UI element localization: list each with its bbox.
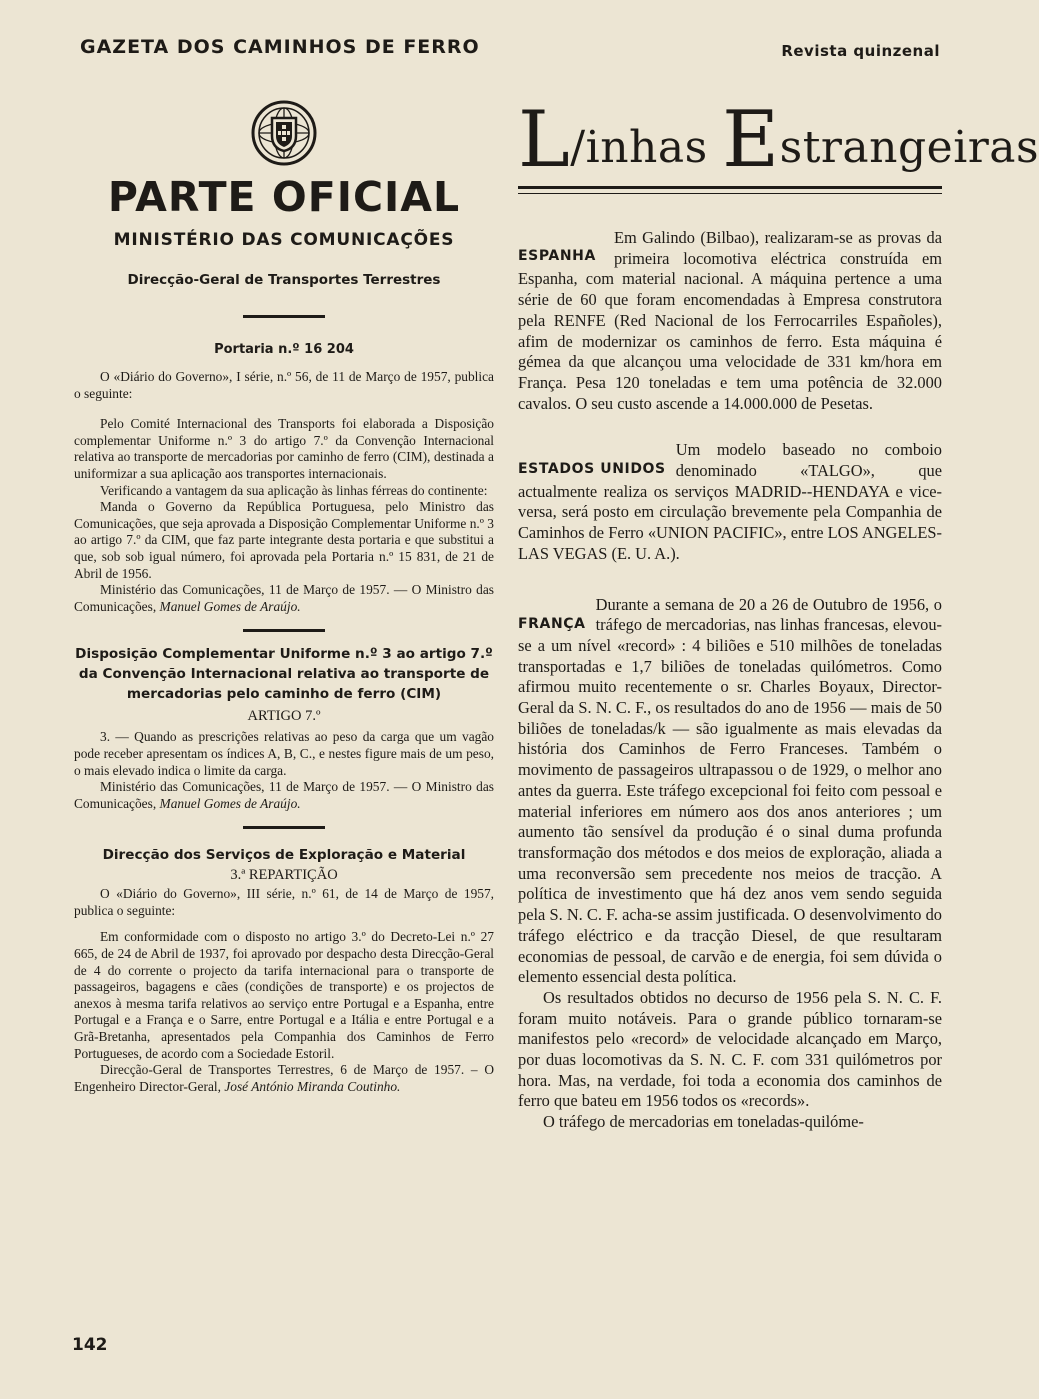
left-column bbox=[74, 100, 494, 1095]
masthead-title bbox=[518, 95, 1039, 186]
paragraph: O tráfego de mercadorias em toneladas-quilóme- bbox=[543, 1112, 864, 1132]
signature-name: José António Miranda Coutinho. bbox=[224, 1078, 401, 1094]
masthead-initial: E bbox=[722, 95, 780, 185]
portaria-heading: Portaria n.º 16 204 bbox=[214, 342, 354, 357]
paragraph: Pelo Comité Internacional des Transports foi elaborada a Disposição complementar Uniforme n.º 3 do artigo 7.º da Convenção Internacional relativa ao transporte de mercadorias por caminho de ferro (CIM), destinada a uniformizar a sua aplicação aos transportes internacionais. bbox=[74, 416, 494, 481]
directorate-heading: Direcção-Geral de Transportes Terrestres bbox=[127, 272, 441, 288]
right-column bbox=[518, 95, 1039, 1133]
signature-block bbox=[74, 779, 494, 812]
news-item-franca bbox=[518, 595, 942, 988]
paragraph: O «Diário do Governo», III série, n.º 61, de 14 de Março de 1957, publica o seguinte: bbox=[74, 886, 494, 918]
page-number: 142 bbox=[72, 1335, 108, 1355]
signature-name: Manuel Gomes de Araújo. bbox=[159, 795, 301, 811]
country-label: ESPANHA bbox=[518, 248, 596, 264]
journal-subtitle: Revista quinzenal bbox=[781, 42, 940, 60]
news-text: Um modelo baseado no comboio denominado «TALGO», que actualmente realiza os serviços MADRID--HENDAYA e vice-versa, será posto em circulação brevemente pela Companhia de Caminhos de Ferro «UNION PACIFIC», entre LOS ANGELES-LAS VEGAS (E. U. A.). bbox=[518, 440, 942, 563]
artigo-heading: ARTIGO 7.º bbox=[247, 708, 321, 725]
section-title: PARTE OFICIAL bbox=[107, 173, 461, 221]
country-label: FRANÇA bbox=[518, 615, 586, 632]
divider bbox=[243, 315, 325, 318]
coat-of-arms-icon bbox=[251, 100, 317, 166]
signature-block bbox=[74, 1062, 494, 1095]
news-item-estados-unidos bbox=[518, 440, 942, 564]
news-text: Em Galindo (Bilbao), realizaram-se as provas da primeira locomotiva eléctrica construída em Espanha, com material nacional. A máquina pertence a uma série de 60 que foram encomendadas à Empresa construtora pela RENFE (Red Nacional de los Ferrocarriles Españoles), afim de modernizar os caminhos de ferro. Esta máquina é gémea da que alcançou uma velocidade de 331 km/hora em França. Pesa 120 toneladas e tem uma potência de 32.000 cavalos. O seu custo ascende a 14.000.000 de Pesetas. bbox=[518, 228, 942, 413]
disposicao-heading: Disposição Complementar Uniforme n.º 3 ao artigo 7.º da Convenção Internacional relativa ao transporte de mercadorias pelo caminho de ferro (CIM) bbox=[75, 646, 493, 703]
signature-text: Ministério das Comunicações, 11 de Março de 1957. — O Ministro das Comunicações, bbox=[74, 582, 494, 614]
divider bbox=[243, 826, 325, 829]
masthead-word: strangeiras bbox=[779, 122, 1039, 173]
paragraph: Verificando a vantagem da sua aplicação às linhas férreas do continente: bbox=[100, 482, 488, 498]
journal-title: GAZETA DOS CAMINHOS DE FERRO bbox=[80, 36, 480, 58]
divider bbox=[518, 193, 942, 194]
news-text: Durante a semana de 20 a 26 de Outubro de 1956, o tráfego de mercadorias, nas linhas francesas, elevou-se a um nível «record» : 4 biliões e 510 milhões de toneladas transportadas e 1,7 biliões de toneladas quilómetros. Como afirmou muito recentemente o sr. Charles Boyaux, Director-Geral da S. N. C. F., os resultados do ano de 1956 — mais de 50 biliões de toneladas/k — são igualmente as mais elevadas da história dos Caminhos de Ferro Franceses. Também o movimento de passageiros ultrapassou o de 1929, o melhor ano antes da guerra. Este tráfego excepcional foi feito com pessoal e material inferiores em número aos dos anos anteriores ; um aumento tão sensível da produção é o sinal duma profunda transformação dos métodos e dos meios de exploração, aliada a uma reconversão sem precedente nos meios de tracção. A política de investimento que há dez anos vem sendo seguida pela S. N. C. F. acha-se assim justificada. O desenvolvimento do tráfego eléctrico e da tracção Diesel, de que resultaram economias de pessoal, de carvão e de energia, foi sem dúvida o elemento essencial desta política. bbox=[518, 594, 942, 987]
divider bbox=[243, 629, 325, 632]
paragraph: O «Diário do Governo», I série, n.º 56, de 11 de Março de 1957, publica o seguinte: bbox=[74, 369, 494, 401]
country-label: ESTADOS UNIDOS bbox=[518, 461, 666, 478]
paragraph: Os resultados obtidos no decurso de 1956 pela S. N. C. F. foram muito notáveis. Para o grande público tornaram-se manifestos pelo «record» de velocidade alcançado em Março, por duas locomotivas da S. N. C. F. com 331 quilómetros por hora. Mas, na verdade, foi toda a economia dos caminhos de ferro que bateu em 1956 todos os «records». bbox=[518, 987, 942, 1111]
signature-name: Manuel Gomes de Araújo. bbox=[159, 598, 301, 614]
masthead-slash: / bbox=[570, 122, 586, 173]
paragraph: 3. — Quando as prescrições relativas ao peso da carga que um vagão pode receber apresentam os índices A, B, C., e nestes figure mais de um peso, o mais elevado indica o limite da carga. bbox=[74, 729, 494, 778]
masthead-initial: L bbox=[518, 95, 571, 185]
paragraph: Manda o Governo da República Portuguesa, pelo Ministro das Comunicações, que seja aprovada a Disposição Complementar Uniforme n.º 3 ao artigo 7.º da CIM, que faz parte integrante desta portaria e que substitui a que, sob sob igual número, foi aprovada pela Portaria n.º 15 831, de 21 de Abril de 1956. bbox=[74, 499, 494, 581]
ministry-heading: MINISTÉRIO DAS COMUNICAÇÕES bbox=[113, 230, 455, 250]
paragraph: Em conformidade com o disposto no artigo 3.º do Decreto-Lei n.º 27 665, de 24 de Abril de 1937, foi aprovado por despacho desta Direcção-Geral de 4 do corrente o projecto da tarifa internacional para o transporte de passageiros, bagagens e cães (condições de transporte) e os projectos de anexos à mesma tarifa relativos ao serviço entre Portugal e a Espanha, entre Portugal e a França e o Sarre, entre Portugal e a Itália e entre Portugal e a Grã-Bretanha, apresentados pela Companhia dos Caminhos de Ferro Portugueses, de acordo com a Sociedade Estoril. bbox=[74, 929, 494, 1061]
signature-text: Direcção-Geral de Transportes Terrestres, 6 de Março de 1957. – O Engenheiro Director-Geral, bbox=[74, 1062, 494, 1094]
reparticao-heading: 3.ª REPARTIÇÃO bbox=[230, 867, 338, 884]
news-item-espanha bbox=[518, 228, 942, 414]
servicos-heading: Direcção dos Serviços de Exploração e Material bbox=[102, 847, 466, 864]
divider bbox=[518, 186, 942, 189]
signature-block bbox=[74, 582, 494, 615]
signature-text: Ministério das Comunicações, 11 de Março de 1957. — O Ministro das Comunicações, bbox=[74, 779, 494, 811]
masthead-word: inhas bbox=[585, 122, 723, 173]
